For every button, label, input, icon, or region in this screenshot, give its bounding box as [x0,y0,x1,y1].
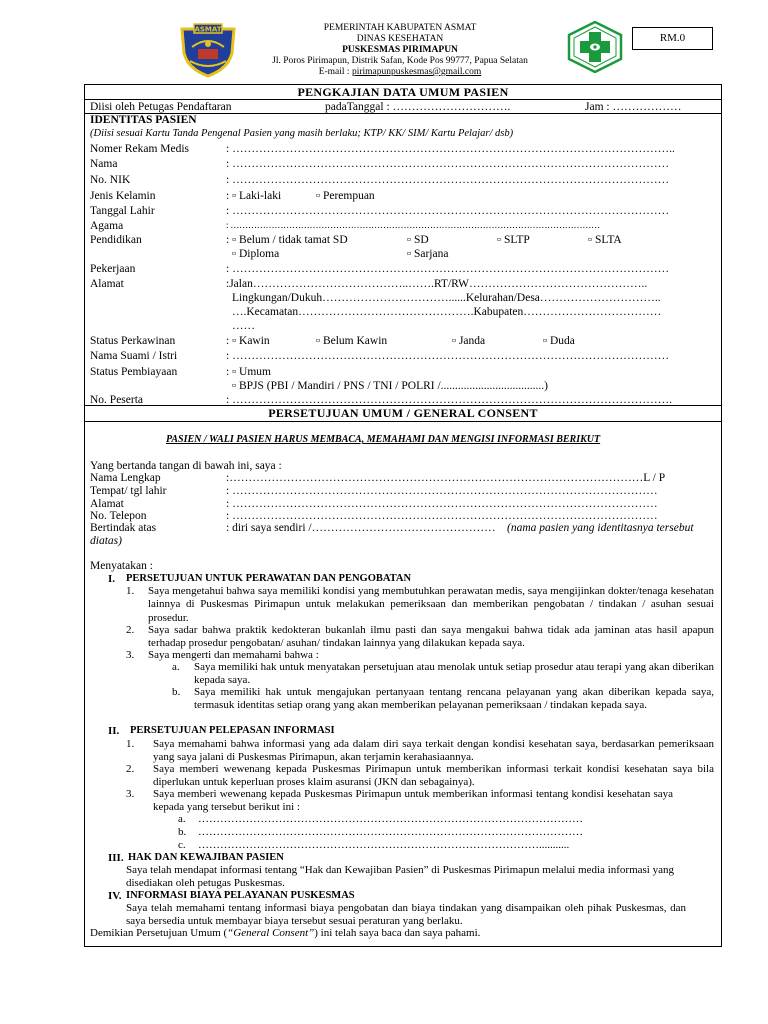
consent-address-label: Alamat [90,498,124,510]
consent-address-field[interactable]: : ………………………………………………………………………………………………… [226,498,658,510]
item-2-3-text: Saya memberi wewenang kepada Puskesmas Pirimapun untuk memberikan informasi tentang kondisi kesehatan saya kepada yang tersebut berikut ini : [153,788,673,814]
marital-widow-checkbox[interactable]: ▫ Janda [452,335,486,347]
identity-section-title: IDENTITAS PASIEN [90,114,197,126]
email-label: E-mail : [318,67,352,77]
registration-date-field[interactable]: padaTanggal : …………………………. [325,101,511,113]
closing-general-consent: “General Consent” [227,927,315,939]
item-1-a-number: a. [172,661,180,673]
birth-date-field[interactable]: : …………………………………………………………………………………………………… [226,205,670,217]
item-1-1-text: Saya mengetahui bahwa saya memiliki kondisi yang membutuhkan perawatan medis, saya mengijinkan dokter/tenaga kesehatan lainnya di Puskesmas Pirimapun untuk melakukan pemeriksaan dan memberikan pengobatan / tindakan / asuhan sesuai prosedur. [148,585,714,624]
section-3-title: HAK DAN KEWAJIBAN PASIEN [128,852,284,863]
birth-date-label: Tanggal Lahir [90,205,155,217]
item-1-b-number: b. [172,686,181,698]
phone-field[interactable]: : ………………………………………………………………………………………………… [226,510,658,522]
puskesmas-logo [567,21,623,73]
divider [84,421,722,422]
item-1-b-text: Saya memiliki hak untuk mengajukan pertanyaan tentang rencana pelayanan yang akan diberikan kepada saya, termasuk identitas setiap orang yang akan memberikan pelayanan pemeriksaan / tindakan kepada saya. [194,686,714,712]
item-1-1-number: 1. [126,585,135,597]
section-3-number: III. [108,852,124,864]
consent-instruction: PASIEN / WALI PASIEN HARUS MEMBACA, MEMAHAMI DAN MENGISI INFORMASI BERIKUT [166,434,601,445]
letterhead-government: PEMERINTAH KABUPATEN ASMAT [323,23,477,33]
full-name-label: Nama Lengkap [90,472,161,484]
education-option-slta[interactable]: ▫ SLTA [588,234,622,246]
section-title-patient-data: PENGKAJIAN DATA UMUM PASIEN [297,85,509,99]
recipient-b-field[interactable]: …………………………………………………………………………………………… [198,826,583,838]
nik-field[interactable]: : …………………………………………………………………………………………………… [226,174,670,186]
occupation-field[interactable]: : …………………………………………………………………………………………………… [226,263,670,275]
item-2-1-text: Saya memahami bahwa informasi yang ada dalam diri saya terkait dengan kondisi kesehatan saya, berdasarkan pemeriksaan yang saya jalani di Puskesmas Pirimapun, akan terjamin kerahasiaannya. [153,738,714,764]
member-number-field[interactable]: : ……………………………………………………………………………………………………. [226,394,672,406]
address-street-field[interactable]: :Jalan…………………………………..…….RT/RW……………………………………….. [226,278,648,290]
consent-intro: Yang bertanda tangan di bawah ini, saya : [90,460,282,472]
item-1-3-text: Saya mengerti dan memahami bahwa : [148,649,319,661]
birthplace-label: Tempat/ tgl lahir [90,485,167,497]
section-4-number: IV. [108,890,122,902]
closing-part-3: ) ini telah saya baca dan saya pahami. [314,927,481,939]
spouse-name-field[interactable]: : …………………………………………………………………………………………………… [226,350,670,362]
payment-general-checkbox[interactable]: : ▫ Umum [226,366,271,378]
marital-status-label: Status Perkawinan [90,335,176,347]
payment-status-label: Status Pembiayaan [90,366,178,378]
education-option-sarjana[interactable]: ▫ Sarjana [407,248,449,260]
religion-label: Agama [90,220,124,232]
payment-bpjs-checkbox[interactable]: ▫ BPJS (PBI / Mandiri / PNS / TNI / POLRI /....................................) [232,380,548,392]
marital-married-checkbox[interactable]: : ▫ Kawin [226,335,270,347]
education-option-none[interactable]: : ▫ Belum / tidak tamat SD [226,234,348,246]
letterhead-email-row [250,67,550,78]
occupation-label: Pekerjaan [90,263,136,275]
letterhead-department: DINAS KESEHATAN [356,34,444,44]
member-number-label: No. Peserta [90,394,144,406]
logo-text: ASMAT [194,25,222,34]
medical-record-field[interactable]: : …………………………………………………………………………………………………….. [226,143,675,155]
nik-label: No. NIK [90,174,131,186]
section-4-title: INFORMASI BIAYA PELAYANAN PUSKESMAS [126,890,355,901]
item-1-2-number: 2. [126,624,135,636]
asmat-regency-logo [178,23,238,78]
recipient-c-field[interactable]: …………………………………………………………………………………........... [198,839,570,851]
section-2-number: II. [108,725,120,737]
acting-for-note: (nama pasien yang identitasnya tersebut [507,522,694,534]
education-option-sd[interactable]: ▫ SD [407,234,429,246]
identity-note: (Diisi sesuai Kartu Tanda Pengenal Pasien yang masih berlaku; KTP/ KK/ SIM/ Kartu Pelajar/ dsb) [90,128,514,139]
section-1-number: I. [108,573,116,585]
name-label: Nama [90,158,118,170]
filled-by-label: Diisi oleh Petugas Pendaftaran [90,101,232,113]
item-1-a-text: Saya memiliki hak untuk menyatakan persetujuan atau menolak untuk setiap prosedur atau terapi yang akan diberikan kepada saya. [194,661,714,687]
recipient-b-number: b. [178,826,187,838]
closing-part-1: Demikian Persetujuan Umum ( [90,927,228,939]
marital-widower-checkbox[interactable]: ▫ Duda [543,335,575,347]
religion-field[interactable]: : ……………………………………………………………………………………………………………… [226,220,600,230]
acting-for-field[interactable]: : diri saya sendiri /………………………………………… [226,522,496,534]
letterhead-address: Jl. Poros Pirimapun, Distrik Safan, Kode Pos 99777, Papua Selatan [272,56,528,66]
address-continuation[interactable]: …… [232,320,255,332]
gender-female-checkbox[interactable]: ▫ Perempuan [316,190,375,202]
section-4-text: Saya telah memahami tentang informasi biaya pengobatan dan biaya tindakan yang disampaikan oleh pihak Puskesmas, dan saya bersedia untuk membayar biaya tersebut sesuai peraturan yang berlaku. [126,902,686,928]
birthplace-field[interactable]: : ………………………………………………………………………………………………… [226,485,658,497]
gender-male-checkbox[interactable]: : ▫ Laki-laki [226,190,282,202]
recipient-a-number: a. [178,813,186,825]
medical-record-code: RM.0 [632,27,713,50]
address-label: Alamat [90,278,124,290]
declaration-label: Menyatakan : [90,560,153,572]
item-2-1-number: 1. [126,738,135,750]
full-name-field[interactable]: :………………………………………………………………………………………………L / P [226,472,666,484]
name-field[interactable]: : …………………………………………………………………………………………………… [226,158,670,170]
registration-time-field[interactable]: Jam : ……………… [585,101,682,113]
phone-label: No. Telepon [90,510,147,522]
acting-for-label: Bertindak atas [90,522,157,534]
item-1-2-text: Saya sadar bahwa praktik kedokteran bukanlah ilmu pasti dan saya mengakui bahwa tidak ada jaminan atas hasil apapun terhadap prosedur pengobatan/ asuhan/ tindakan lainnya yang dilakukan kepada saya. [148,624,714,650]
address-village-field[interactable]: Lingkungan/Dukuh……………………………......Kelurahan/Desa………………………….. [232,292,661,304]
acting-for-note-cont: diatas) [90,535,122,547]
gender-label: Jenis Kelamin [90,190,156,202]
item-1-3-number: 3. [126,649,135,661]
item-2-2-text: Saya memberi wewenang kepada Puskesmas Pirimapun untuk memberikan informasi terkait kondisi kesehatan saya bila diperlukan untuk keperluan proses klaim asuransi (JKN dan sebagainya). [153,763,714,789]
education-option-diploma[interactable]: ▫ Diploma [232,248,280,260]
recipient-c-number: c. [178,839,186,851]
spouse-name-label: Nama Suami / Istri [90,350,178,362]
medical-record-label: Nomer Rekam Medis [90,143,190,155]
letterhead [250,23,550,78]
letterhead-puskesmas: PUSKESMAS PIRIMAPUN [342,45,458,55]
closing-statement [90,927,480,940]
item-2-2-number: 2. [126,763,135,775]
section-2-title: PERSETUJUAN PELEPASAN INFORMASI [130,725,335,736]
section-3-text: Saya telah mendapat informasi tentang “Hak dan Kewajiban Pasien” di Puskesmas Pirimapun melalui media informasi yang disediakan oleh petugas Puskesmas. [126,864,674,890]
divider [84,99,722,100]
email-link[interactable]: pirimapunpuskesmas@gmail.com [351,67,482,77]
recipient-a-field[interactable]: …………………………………………………………………………………………… [198,813,583,825]
education-option-sltp[interactable]: ▫ SLTP [497,234,530,246]
section-title-general-consent: PERSETUJUAN UMUM / GENERAL CONSENT [268,406,538,420]
address-district-field[interactable]: ….Kecamatan……………………………………….Kabupaten……………………………… [232,306,662,318]
item-2-3-number: 3. [126,788,135,800]
education-label: Pendidikan [90,234,142,246]
marital-single-checkbox[interactable]: ▫ Belum Kawin [316,335,388,347]
section-1-title: PERSETUJUAN UNTUK PERAWATAN DAN PENGOBATAN [126,573,412,584]
